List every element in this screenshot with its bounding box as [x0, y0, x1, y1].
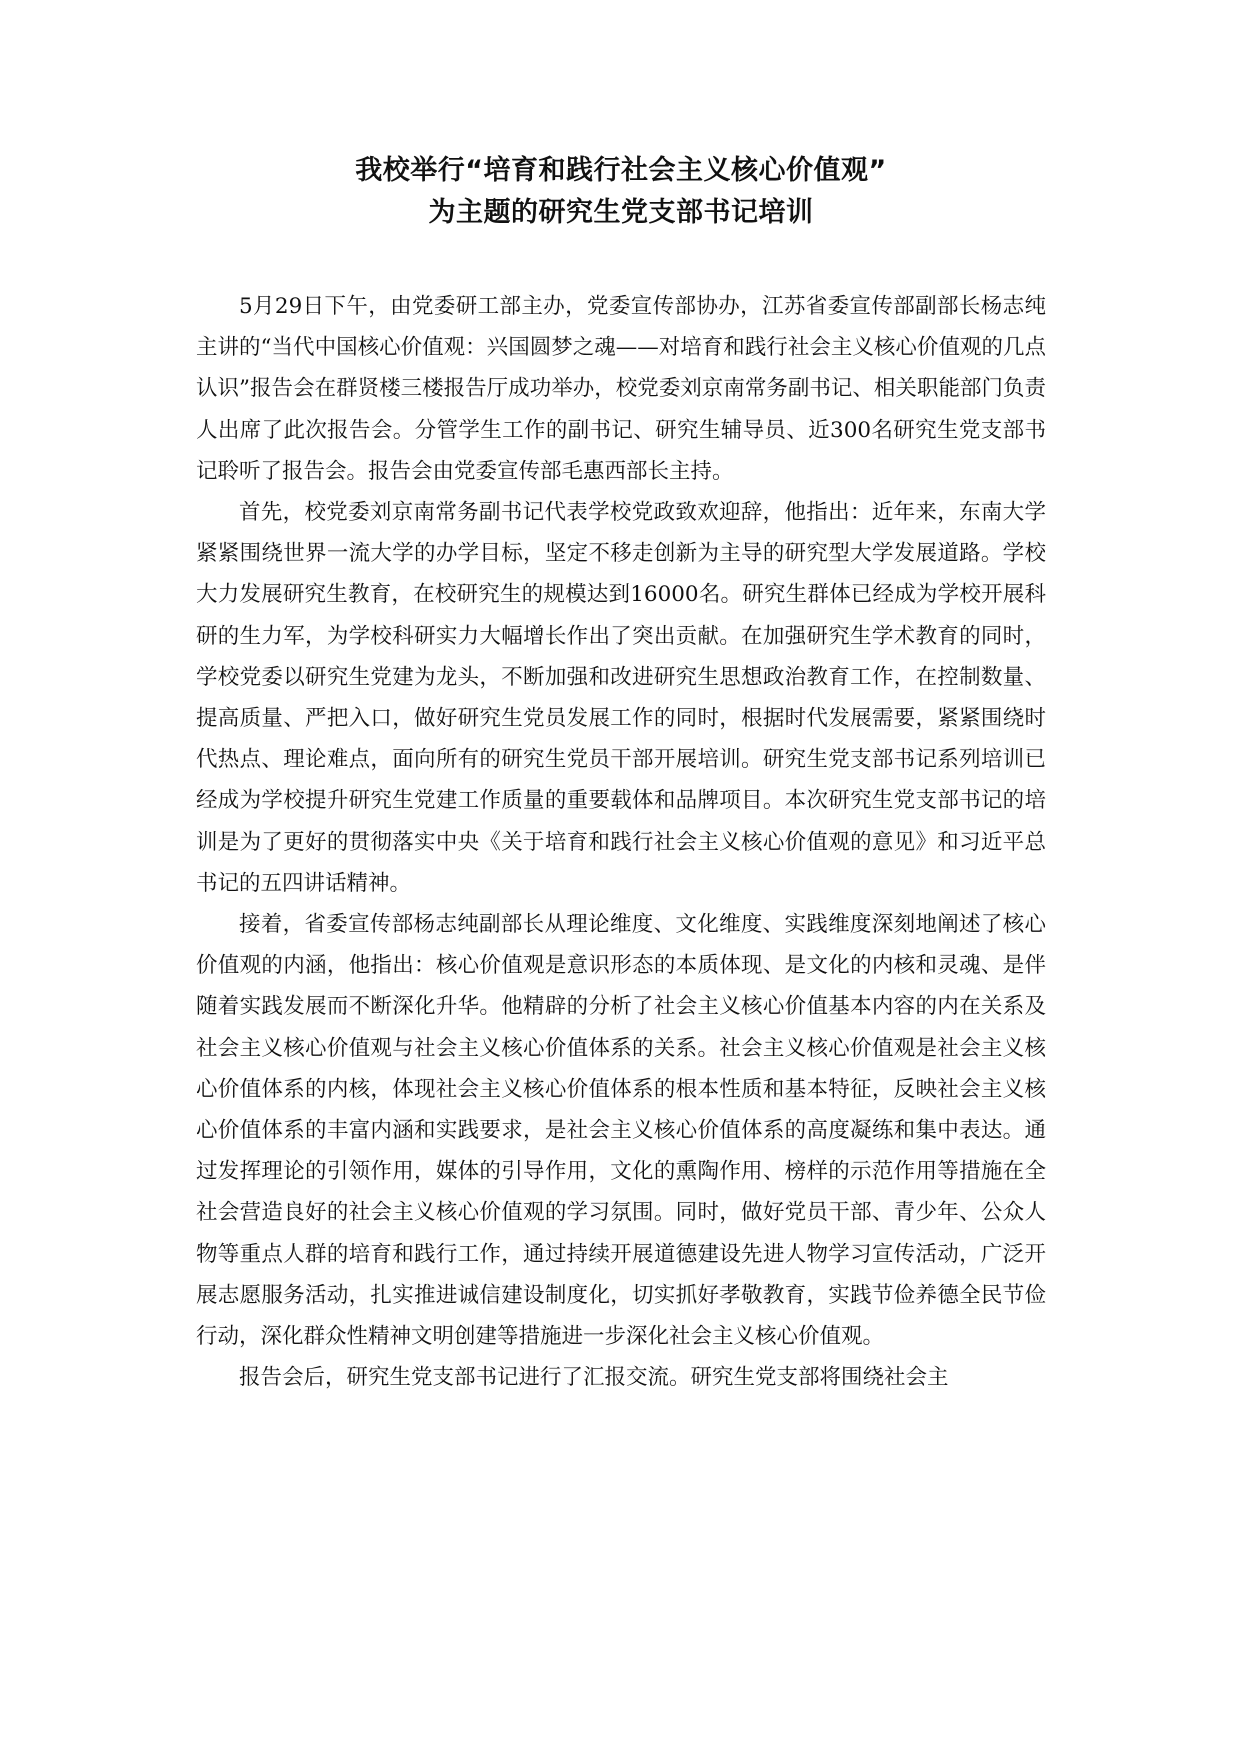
paragraph-2: 首先，校党委刘京南常务副书记代表学校党政致欢迎辞，他指出：近年来，东南大学紧紧围绕世界一流大学的办学目标，坚定不移走创新为主导的研究型大学发展道路。学校大力发展研究生教育，在校研究生的规模达到16000名。研究生群体已经成为学校开展科研的生力军，为学校科研实力大幅增长作出了突出贡献。在加强研究生学术教育的同时，学校党委以研究生党建为龙头，不断加强和改进研究生思想政治教育工作，在控制数量、提高质量、严把入口，做好研究生党员发展工作的同时，根据时代发展需要，紧紧围绕时代热点、理论难点，面向所有的研究生党员干部开展培训。研究生党支部书记系列培训已经成为学校提升研究生党建工作质量的重要载体和品牌项目。本次研究生党支部书记的培训是为了更好的贯彻落实中央《关于培育和践行社会主义核心价值观的意见》和习近平总书记的五四讲话精神。	[196, 500, 1046, 896]
document-title	[196, 150, 1046, 234]
title-line-1: 我校举行“培育和践行社会主义核心价值观”	[355, 155, 887, 186]
title-line-2: 为主题的研究生党支部书记培训	[428, 197, 814, 228]
paragraph-1: 5月29日下午，由党委研工部主办，党委宣传部协办，江苏省委宣传部副部长杨志纯主讲的“当代中国核心价值观：兴国圆梦之魂——对培育和践行社会主义核心价值观的几点认识”报告会在群贤楼三楼报告厅成功举办，校党委刘京南常务副书记、相关职能部门负责人出席了此次报告会。分管学生工作的副书记、研究生辅导员、近300名研究生党支部书记聆听了报告会。报告会由党委宣传部毛惠西部长主持。	[196, 294, 1046, 484]
document-body	[196, 286, 1046, 1398]
paragraph-4: 报告会后，研究生党支部书记进行了汇报交流。研究生党支部将围绕社会主	[239, 1365, 949, 1391]
paragraph-3: 接着，省委宣传部杨志纯副部长从理论维度、文化维度、实践维度深刻地阐述了核心价值观的内涵，他指出：核心价值观是意识形态的本质体现、是文化的内核和灵魂、是伴随着实践发展而不断深化升华。他精辟的分析了社会主义核心价值基本内容的内在关系及社会主义核心价值观与社会主义核心价值体系的关系。社会主义核心价值观是社会主义核心价值体系的内核，体现社会主义核心价值体系的根本性质和基本特征，反映社会主义核心价值体系的丰富内涵和实践要求，是社会主义核心价值体系的高度凝练和集中表达。通过发挥理论的引领作用，媒体的引导作用，文化的熏陶作用、榜样的示范作用等措施在全社会营造良好的社会主义核心价值观的学习氛围。同时，做好党员干部、青少年、公众人物等重点人群的培育和践行工作，通过持续开展道德建设先进人物学习宣传活动，广泛开展志愿服务活动，扎实推进诚信建设制度化，切实抓好孝敬教育，实践节俭养德全民节俭行动，深化群众性精神文明创建等措施进一步深化社会主义核心价值观。	[196, 912, 1046, 1350]
